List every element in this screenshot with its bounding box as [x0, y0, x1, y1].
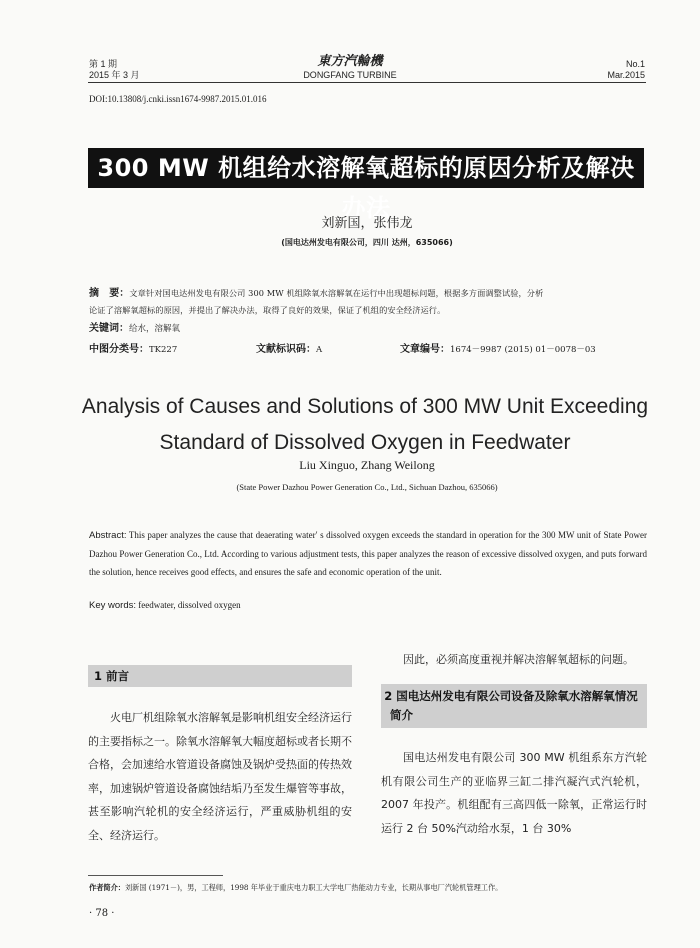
journal-name-en: DONGFANG TURBINE	[303, 70, 397, 80]
keywords-en-label: Key words:	[89, 600, 136, 611]
doc-code	[256, 343, 322, 357]
abstract-en-text: This paper analyzes the cause that deaerating water′ s dissolved oxygen exceeds the standard in operation for the 300 MW unit of State Power Dazhou Power Generation Co., Ltd. According to various adjustment tests, this paper analyzes the reason of excessive dissolved oxygen, and puts forward the solution, hence receives good effects, and ensures the safe and economic operation of the unit.	[89, 530, 647, 577]
author-bio	[89, 882, 649, 894]
section2-paragraph: 国电达州发电有限公司 300 MW 机组系东方汽轮机有限公司生产的亚临界三缸二排汽凝汽式汽轮机，2007 年投产。机组配有三高四低一除氧，正常运行时运行 2 台 50%汽动给水泵，1 台 30%	[381, 751, 647, 835]
footnote-rule	[88, 875, 223, 876]
abstract-en	[89, 526, 647, 581]
abstract-cn-label: 摘 要：	[89, 288, 130, 299]
affiliation-en: (State Power Dazhou Power Generation Co., Ltd., Sichuan Dazhou, 635066)	[236, 482, 498, 492]
affiliation-cn: (国电达州发电有限公司，四川 达州，635066)	[281, 238, 453, 247]
doi: DOI:10.13808/j.cnki.issn1674-9987.2015.01.016	[89, 94, 267, 104]
abstract-en-label: Abstract:	[89, 530, 127, 541]
abstract-cn-line1	[89, 285, 649, 302]
clc-value: TK227	[149, 345, 178, 355]
doc-label: 文献标识码：	[256, 344, 316, 355]
author-bio-label: 作者简介：	[89, 883, 125, 892]
keywords-cn	[89, 322, 180, 336]
journal-logo-cn: 東方汽輪機	[317, 54, 383, 69]
keywords-en-value: feedwater, dissolved oxygen	[138, 600, 241, 610]
authors-cn: 刘新国，张伟龙	[321, 216, 413, 231]
article-number	[400, 343, 596, 357]
abstract-cn-line2: 论证了溶解氧超标的原因，并提出了解决办法，取得了良好的效果，保证了机组的安全经济运行。	[89, 305, 446, 315]
title-en-line2: Standard of Dissolved Oxygen in Feedwater	[159, 431, 571, 454]
keywords-en	[89, 600, 241, 611]
page-title-cn: 300 MW 机组给水溶解氧超标的原因分析及解决办法	[88, 148, 644, 188]
header-date-en: Mar.2015	[607, 70, 645, 80]
section1-heading: 1 前言	[88, 665, 352, 687]
doc-value: A	[316, 345, 323, 355]
section1-paragraph: 火电厂机组除氧水溶解氧是影响机组安全经济运行的主要指标之一。除氧水溶解氧大幅度超标或者长期不合格，会加速给水管道设备腐蚀及锅炉受热面的传热效率，加速锅炉管道设备腐蚀结垢乃至发生爆管等事故，甚至影响汽轮机的安全经济运行，严重威胁机组的安全、经济运行。	[88, 711, 352, 842]
art-value: 1674－9987 (2015) 01－0078－03	[450, 345, 596, 355]
title-en-line1: Analysis of Causes and Solutions of 300 MW Unit Exceeding	[81, 395, 649, 418]
keywords-cn-value: 给水，溶解氧	[129, 324, 181, 334]
clc-number	[89, 343, 177, 357]
header-date-cn: 2015 年 3 月	[89, 70, 140, 80]
authors-en: Liu Xinguo, Zhang Weilong	[299, 458, 435, 472]
page-number: · 78 ·	[89, 908, 115, 919]
keywords-cn-label: 关键词：	[89, 323, 129, 334]
header-issue-en: No.1	[625, 59, 645, 69]
abstract-cn-text1: 文章针对国电达州发电有限公司 300 MW 机组除氧水溶解氧在运行中出现超标问题，根据多方面调整试验，分析	[129, 288, 544, 298]
continuation-text: 因此，必须高度重视并解决溶解氧超标的问题。	[403, 653, 634, 666]
art-label: 文章编号：	[400, 344, 450, 355]
header-rule	[88, 82, 646, 83]
clc-label: 中图分类号：	[89, 344, 149, 355]
author-bio-text: 刘新国 (1971－)，男，工程师，1998 年毕业于重庆电力职工大学电厂热能动力专业，长期从事电厂汽轮机管理工作。	[124, 883, 503, 892]
header-issue-cn: 第 1 期	[89, 59, 118, 69]
section2-heading: 2 国电达州发电有限公司设备及除氧水溶解氧情况简介	[381, 684, 647, 728]
